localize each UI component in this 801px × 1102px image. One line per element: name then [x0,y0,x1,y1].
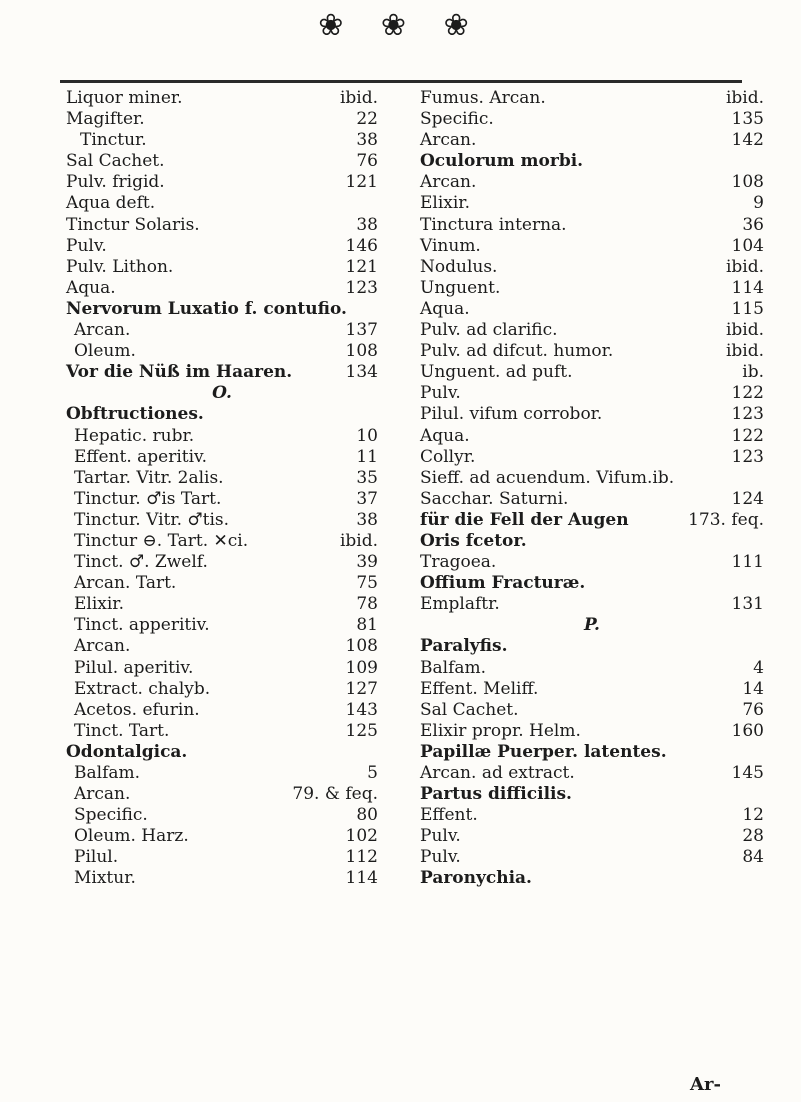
index-entry [420,847,764,868]
index-heading [66,404,378,425]
entry-label: Paronychia. [420,868,532,889]
page-reference: 80 [356,805,378,826]
page-reference: 78 [356,594,378,615]
entry-label: Arcan. Tart. [74,573,177,594]
page-reference: 14 [742,678,764,699]
entry-label: Tinctur. Vitr. ♂tis. [74,509,230,530]
index-entry [420,320,764,341]
index-entry [420,404,764,425]
index-entry [66,868,378,889]
entry-label: Unguent. [420,277,501,298]
index-entry [420,489,764,510]
index-entry [420,215,764,236]
entry-label: Elixir propr. Helm. [420,720,581,741]
entry-label: Elixir. [74,594,124,615]
page-reference: ibid. [339,88,378,108]
entry-label: Unguent. ad puft. [420,362,573,383]
entry-label: Fumus. Arcan. [420,88,546,108]
index-entry [66,700,378,721]
page-reference: 38 [356,130,378,151]
page-reference: 127 [345,678,378,699]
entry-label: für die Fell der Augen [420,509,629,530]
page-reference: 121 [345,172,378,193]
entry-label: Tinctura interna. [420,214,567,235]
entry-label: Pulv. [420,826,461,847]
index-entry [66,615,378,636]
entry-label: Tinct. ♂. Zwelf. [74,552,208,573]
entry-label: Tinct. apperitiv. [74,615,210,636]
entry-label: Oleum. [74,341,136,362]
index-entry [420,679,764,700]
entry-label: Pulv. [420,847,461,868]
index-entry [420,299,764,320]
entry-label: Collyr. [420,446,476,467]
index-entry [420,383,764,404]
page-reference: 76 [742,699,764,720]
entry-label: Tinct. Tart. [74,720,170,741]
page-reference: 112 [345,847,378,868]
entry-label: Effent. aperitiv. [74,446,208,467]
page-reference: 160 [731,720,764,741]
index-entry [420,700,764,721]
entry-label: Offium Fracturæ. [420,573,586,594]
index-entry [66,151,378,172]
page-reference: 114 [731,277,764,298]
entry-label: Aqua. [420,298,470,319]
page-reference: ibid. [725,88,764,108]
index-entry [66,193,378,214]
entry-label: Pulv. ad clarific. [420,320,558,341]
index-entry [66,320,378,341]
page-reference: 79. & feq. [292,784,378,805]
index-entry [420,362,764,383]
entry-label: O. [212,383,232,404]
entry-label: Pulv. [420,383,461,404]
entry-label: Oris fcetor. [420,530,527,551]
index-entry [66,383,378,404]
entry-label: Odontalgica. [66,741,188,762]
index-heading [420,742,764,763]
index-entry [420,552,764,573]
index-entry [66,784,378,805]
entry-label: Pilul. vifum corrobor. [420,404,603,425]
page-reference: 39 [356,552,378,573]
page-reference: 135 [731,109,764,130]
index-entry [420,426,764,447]
page-reference: 10 [356,425,378,446]
index-heading [66,742,378,763]
index-entry [66,468,378,489]
entry-label: Tinctur Solaris. [66,214,200,235]
entry-label: Vor die Nüß im Haaren. [66,362,293,383]
page-reference: 115 [731,298,764,319]
entry-label: Tartar. Vitr. 2alis. [74,467,224,488]
index-entry [66,426,378,447]
page-reference: 4 [753,657,764,678]
index-entry [66,679,378,700]
page-reference: 102 [345,826,378,847]
entry-label: Arcan. ad extract. [420,763,575,783]
page-reference: ibid. [339,530,378,551]
entry-label: Arcan. [74,636,131,657]
entry-label: Aqua deft. [66,193,156,214]
page-reference: 37 [356,488,378,509]
index-entry [66,636,378,657]
index-entry [66,172,378,193]
page-reference: 108 [345,341,378,362]
entry-label: Tinctur ⊖. Tart. ✕ci. [74,530,249,551]
entry-label: Obftructiones. [66,404,204,425]
index-entry [420,510,764,531]
index-entry [420,236,764,257]
page-reference: 137 [345,320,378,341]
header-rule [60,80,742,83]
index-heading [66,299,378,320]
index-entry [66,447,378,468]
page-reference: 9 [753,193,764,214]
entry-label: Aqua. [420,425,470,446]
index-entry [66,489,378,510]
page-reference: ibid. [725,320,764,341]
index-entry [66,130,378,151]
entry-label: Papillæ Puerper. latentes. [420,741,667,762]
entry-label: Tinctur. ♂is Tart. [74,488,222,509]
entry-label: Mixtur. [74,868,136,889]
entry-label: Balfam. [74,763,141,783]
entry-label: Effent. Meliff. [420,678,539,699]
index-heading [420,784,764,805]
entry-label: Vinum. [420,235,481,256]
entry-label: Paralyfis. [420,636,508,657]
page-reference: 81 [356,615,378,636]
entry-label: Partus difficilis. [420,784,572,805]
index-entry [66,531,378,552]
entry-label: Extract. chalyb. [74,678,211,699]
page-reference: 5 [367,763,378,783]
index-entry [420,826,764,847]
index-entry [66,763,378,784]
entry-label: Aqua. [66,277,116,298]
index-entry [66,805,378,826]
page-reference: 76 [356,151,378,172]
page-reference: 121 [345,256,378,277]
page-reference: 111 [731,552,764,573]
entry-label: Oculorum morbi. [420,151,584,172]
index-heading [420,573,764,594]
entry-label: Hepatic. rubr. [74,425,195,446]
entry-label: Emplaftr. [420,594,500,615]
page-reference: 123 [345,277,378,298]
index-entry [420,172,764,193]
page-reference: 38 [356,509,378,530]
index-entry [420,341,764,362]
index-entry [420,447,764,468]
page-reference: 36 [742,214,764,235]
entry-label: Pilul. [74,847,119,868]
index-entry [420,257,764,278]
page-reference: 35 [356,467,378,488]
index-entry [420,130,764,151]
index-entry [66,658,378,679]
entry-label: Pilul. aperitiv. [74,657,194,678]
index-entry [66,257,378,278]
page-reference: 131 [731,594,764,615]
entry-label: Tragoea. [420,552,497,573]
entry-label: Specific. [420,109,494,130]
page-reference: ibid. [725,341,764,362]
page-reference: 173. feq. [688,509,764,530]
page-reference: 75 [356,573,378,594]
index-entry [66,594,378,615]
page-reference: 38 [356,214,378,235]
index-entry [66,826,378,847]
page-reference: ibid. [725,256,764,277]
index-entry [420,88,764,109]
index-entry [66,362,378,383]
page-reference: 122 [731,383,764,404]
entry-label: Arcan. [74,320,131,341]
index-entry [66,278,378,299]
entry-label: Sacchar. Saturni. [420,488,569,509]
index-entry [420,721,764,742]
index-entry [420,615,764,636]
index-entry [420,278,764,299]
page-reference: 108 [345,636,378,657]
page-reference: 122 [731,425,764,446]
page-reference: 28 [742,826,764,847]
index-entry [420,763,764,784]
ornament-header: ❀ ❀ ❀ [318,8,483,43]
index-entry [66,88,378,109]
page-reference: 11 [356,446,378,467]
index-entry [66,510,378,531]
page-reference: 22 [356,109,378,130]
index-entry [66,215,378,236]
entry-label: Tinctur. [80,130,147,151]
entry-label: Nodulus. [420,256,498,277]
entry-label: Arcan. [74,784,131,805]
index-entry [420,805,764,826]
index-entry [420,658,764,679]
page-reference: 12 [742,805,764,826]
entry-label: Specific. [74,805,148,826]
entry-label: Effent. [420,805,478,826]
page-reference: 143 [345,699,378,720]
entry-label: Nervorum Luxatio f. contufio. [66,298,347,319]
index-entry [420,594,764,615]
page-reference: 134 [345,362,378,383]
page-reference: 84 [742,847,764,868]
entry-label: Liquor miner. [66,88,183,108]
index-entry [420,109,764,130]
entry-label: Sal Cachet. [66,151,165,172]
catchword: Ar- [690,1074,721,1095]
index-entry [66,236,378,257]
page-reference: 123 [731,446,764,467]
entry-label: P. [584,615,600,636]
entry-label: Acetos. efurin. [74,699,200,720]
index-entry [66,573,378,594]
left-index-column [66,88,378,890]
page-reference: 145 [731,763,764,783]
page-reference: 124 [731,488,764,509]
entry-label: Magifter. [66,109,145,130]
index-entry [66,721,378,742]
index-entry [66,341,378,362]
page-reference: 108 [731,172,764,193]
index-entry [420,193,764,214]
index-entry [66,109,378,130]
entry-label: Pulv. [66,235,107,256]
entry-label: Pulv. frigid. [66,172,165,193]
page-reference: 146 [345,235,378,256]
right-index-column [420,88,764,890]
index-heading [420,636,764,657]
page-reference: ib. [742,362,764,383]
index-entry [66,552,378,573]
entry-label: Pulv. ad difcut. humor. [420,341,614,362]
entry-label: Sieff. ad acuendum. Vifum.ib. [420,467,675,488]
page-reference: 123 [731,404,764,425]
page-reference: 104 [731,235,764,256]
entry-label: Pulv. Lithon. [66,256,174,277]
entry-label: Arcan. [420,130,477,151]
entry-label: Oleum. Harz. [74,826,189,847]
index-entry [420,468,764,489]
index-heading [420,151,764,172]
index-heading [420,868,764,889]
page-reference: 142 [731,130,764,151]
page-reference: 125 [345,720,378,741]
index-entry [66,847,378,868]
entry-label: Arcan. [420,172,477,193]
entry-label: Sal Cachet. [420,699,519,720]
index-heading [420,531,764,552]
entry-label: Balfam. [420,657,487,678]
page-reference: 109 [345,657,378,678]
page-reference: 114 [345,868,378,889]
entry-label: Elixir. [420,193,470,214]
